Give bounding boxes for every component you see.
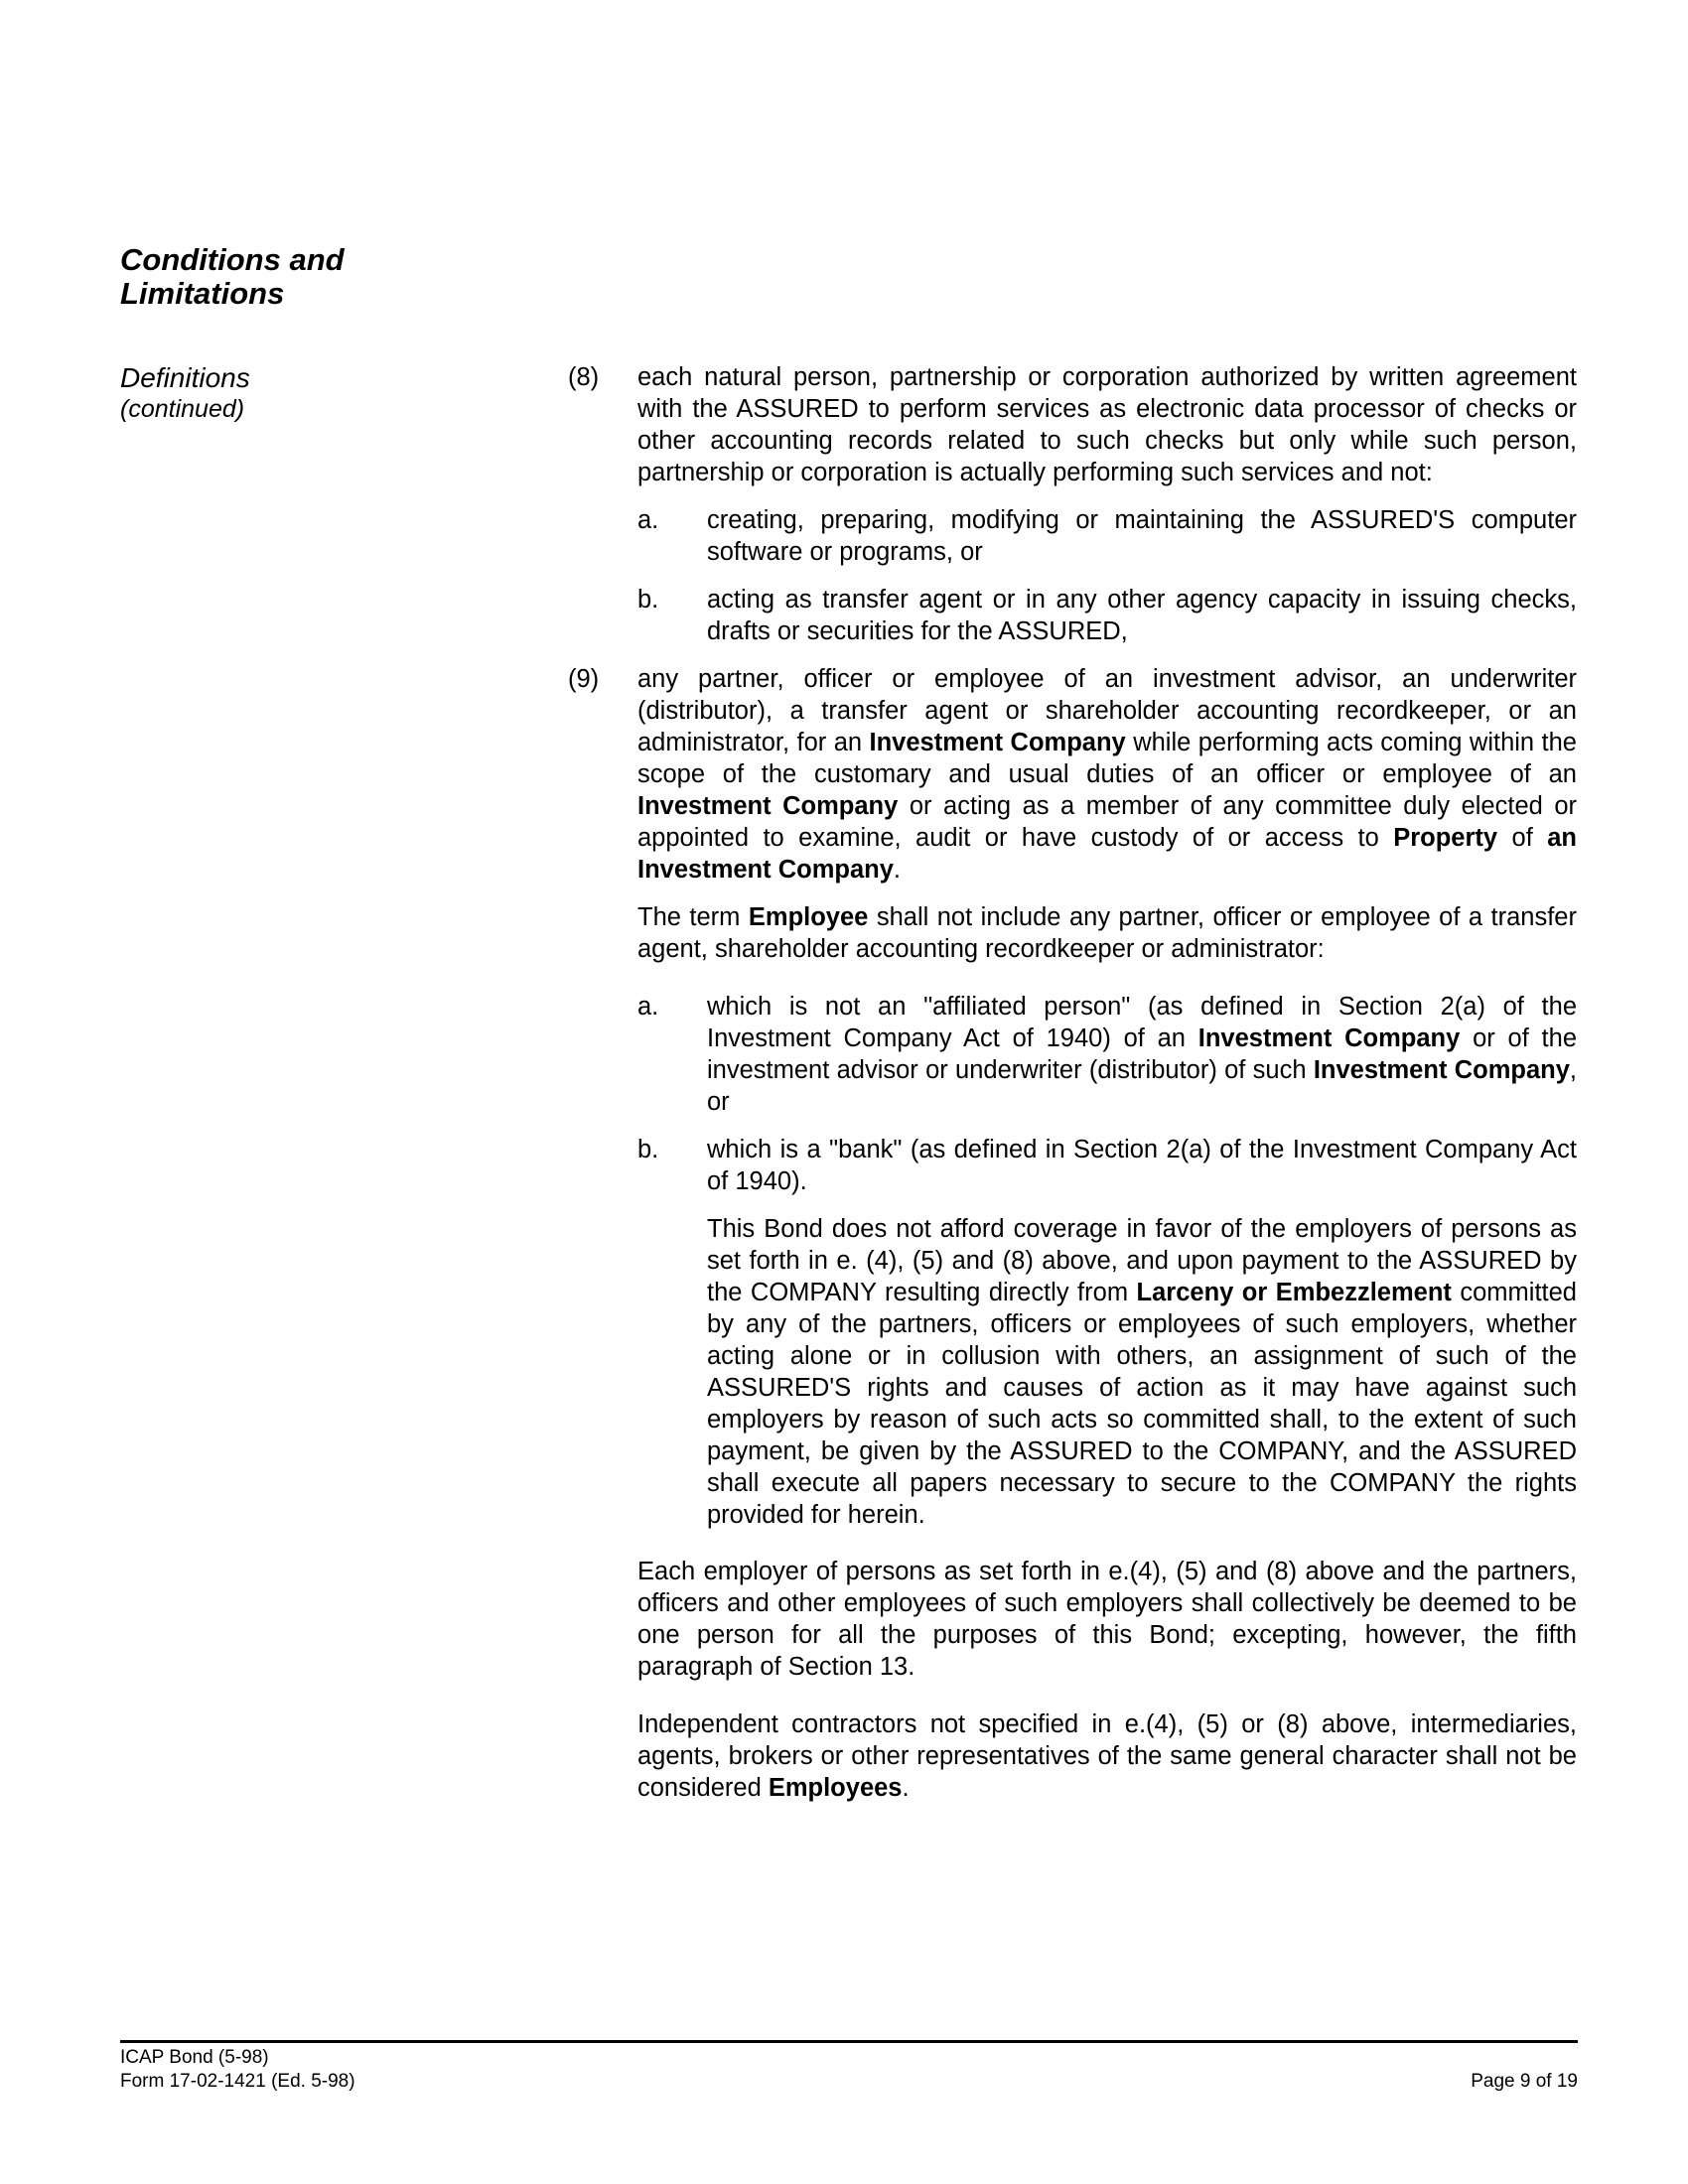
continued-label: (continued): [120, 395, 245, 423]
defined-term: Investment Company: [637, 792, 899, 820]
bond-coverage-paragraph: [707, 1213, 1577, 1531]
defined-term: Investment Company: [1313, 1055, 1570, 1084]
defined-term: Larceny or Embezzlement: [1136, 1278, 1452, 1306]
defined-term: an Investment Company: [637, 824, 1577, 884]
definition-item-8: [568, 361, 1577, 647]
text-run: , or: [707, 1055, 1577, 1116]
item-content: [637, 663, 1577, 1829]
text-run: which is not an "affiliated person" (as defined in Section 2(a) of the Investment Company Act of 1940) of an: [707, 992, 1577, 1052]
defined-term: Investment Company: [869, 729, 1126, 756]
page-number: Page 9 of 19: [1471, 2071, 1578, 2092]
sub-item-a: [637, 504, 1577, 568]
footer-divider: [120, 2040, 1578, 2043]
sub-item-text: which is a "bank" (as defined in Section 2(a) of the Investment Company Act of 1940).: [707, 1135, 1577, 1195]
section-title: [120, 243, 345, 311]
defined-term: Property: [1393, 824, 1498, 852]
sub-item-letter: a.: [637, 506, 659, 534]
sub-item-a: [637, 991, 1577, 1118]
sub-item-letter: a.: [637, 992, 659, 1021]
footer-form-number: Form 17-02-1421 (Ed. 5-98): [120, 2071, 355, 2092]
sidebar-heading: [120, 362, 250, 424]
text-run: committed by any of the partners, officers or employees of such employers, whether acting alone or in collusion with others, an assignment of such of the ASSURED'S rights and causes of action as it may have against such employers by reason of such acts so committed shall, to the extent of such payment, be given by the ASSURED to the COMPANY, and the ASSURED shall execute all papers necessary to secure to the COMPANY the rights provided for herein.: [707, 1278, 1577, 1529]
text-run: or of the investment advisor or underwriter (distributor) of such: [707, 1024, 1577, 1084]
employer-paragraph: Each employer of persons as set forth in e.(4), (5) and (8) above and the partners, officers and other employees of such employers shall collectively be deemed to be one person for all the purposes of this Bond; excepting, however, the fifth paragraph of Section 13.: [637, 1558, 1577, 1681]
sub-item-letter: b.: [637, 586, 659, 614]
text-run: while performing acts coming within the scope of the customary and usual duties of an officer or employee of an: [637, 729, 1577, 788]
text-run: of: [1497, 824, 1548, 852]
defined-term: Employees: [768, 1773, 903, 1802]
document-body: [568, 361, 1577, 1844]
sub-item-letter: b.: [637, 1135, 659, 1163]
item-content: [637, 361, 1577, 647]
sub-item-b: [637, 1134, 1577, 1197]
text-run: The term: [637, 903, 749, 931]
defined-term: Employee: [748, 903, 869, 931]
employee-term-paragraph: [637, 901, 1577, 965]
sub-item-text: [707, 991, 1577, 1118]
item-number: (9): [568, 665, 600, 693]
footer-form-info: [120, 2046, 355, 2094]
independent-contractors-paragraph: [637, 1708, 1577, 1804]
text-run: Independent contractors not specified in e.(4), (5) or (8) above, intermediaries, agents, brokers or other representatives of the same general character shall not be considered: [637, 1709, 1577, 1802]
definitions-heading: Definitions: [120, 362, 250, 393]
section-title-line2: Limitations: [120, 276, 285, 311]
sub-item-text: acting as transfer agent or in any other agency capacity in issuing checks, drafts or securities for the ASSURED,: [707, 586, 1577, 645]
footer-bond-name: ICAP Bond (5-98): [120, 2047, 269, 2068]
text-run: .: [893, 856, 901, 884]
definition-item-9: [568, 663, 1577, 1829]
text-run: shall not include any partner, officer or employee of a transfer agent, shareholder accounting recordkeeper or administrator:: [637, 903, 1577, 963]
defined-term: Investment Company: [1197, 1024, 1461, 1052]
text-run: This Bond does not afford coverage in favor of the employers of persons as set forth in e. (4), (5) and (8) above, and upon payment to the ASSURED by the COMPANY resulting directly from: [707, 1214, 1577, 1306]
item-number: (8): [568, 363, 600, 391]
item-9-text: [637, 663, 1577, 886]
item-8-text: each natural person, partnership or corporation authorized by written agreement with the ASSURED to perform services as electronic data processor of checks or other accounting records related to such checks but only while such person, partnership or corporation is actually performing such services and not:: [637, 363, 1577, 486]
sub-item-b: [637, 584, 1577, 647]
text-run: or acting as a member of any committee duly elected or appointed to examine, audit or have custody of or access to: [637, 792, 1578, 852]
text-run: any partner, officer or employee of an investment advisor, an underwriter (distributor), a transfer agent or shareholder accounting recordkeeper, or an administrator, for an: [637, 665, 1577, 756]
section-title-line1: Conditions and: [120, 242, 345, 277]
text-run: .: [902, 1773, 910, 1802]
sub-item-text: creating, preparing, modifying or maintaining the ASSURED'S computer software or programs, or: [707, 506, 1577, 566]
